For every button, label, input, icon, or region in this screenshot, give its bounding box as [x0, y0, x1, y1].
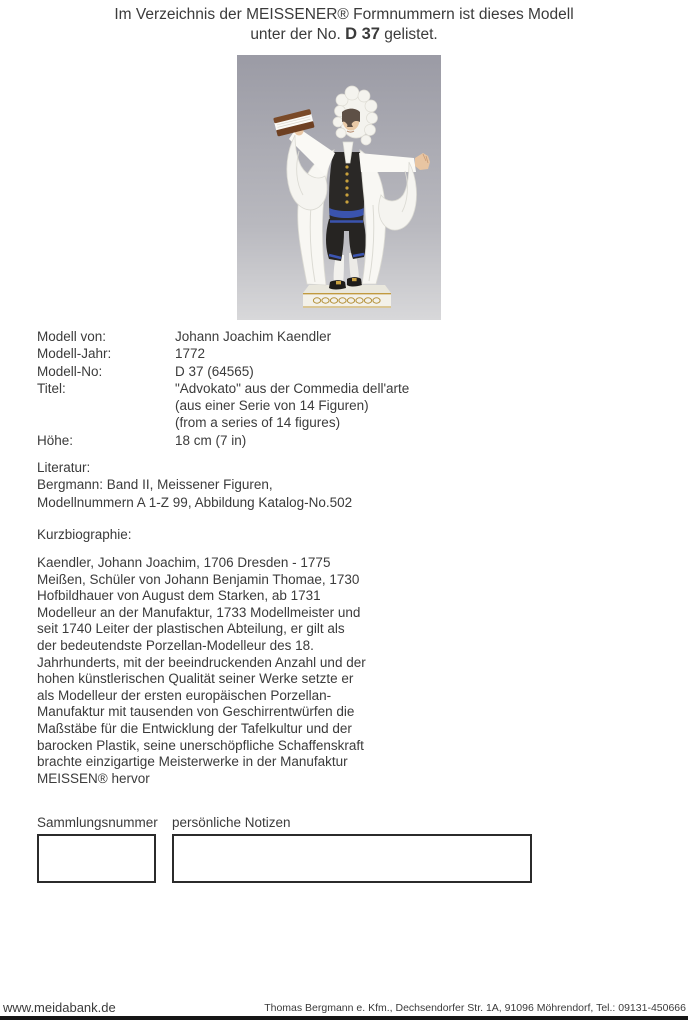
detail-value: Johann Joachim Kaendler	[175, 329, 332, 344]
details-table	[37, 328, 409, 449]
detail-label: Modell-Jahr:	[37, 346, 112, 362]
header-text	[0, 5, 688, 44]
collection-notes-box[interactable]	[172, 834, 532, 883]
literature-line: Modellnummern A 1-Z 99, Abbildung Katalog-No.502	[37, 494, 353, 510]
collection-notes-label: persönliche Notizen	[172, 815, 291, 830]
collection-number-label: Sammlungsnummer	[37, 815, 158, 830]
header-line2-suffix: gelistet.	[384, 25, 438, 43]
detail-label: Höhe:	[37, 432, 74, 448]
detail-row-hoehe	[37, 432, 409, 449]
detail-label: Modell von:	[37, 329, 107, 344]
detail-row-model-jahr	[37, 345, 409, 362]
figurine-image	[237, 55, 441, 320]
detail-value	[175, 380, 409, 432]
literature-heading: Literatur:	[37, 460, 91, 475]
model-number-highlight: D 37	[345, 24, 380, 43]
detail-label: Titel:	[37, 380, 66, 396]
header-line2-prefix: unter der No.	[250, 25, 341, 43]
biography-text: Kaendler, Johann Joachim, 1706 Dresden - 1775 Meißen, Schüler von Johann Benjamin Thomae, 1730 Hofbildhauer von August dem Starken, ab 1731 Modelleur an der Manufaktur, 1733 Modellmeister und seit 1740 Leiter der plastischen Abteilung, er gilt als der bedeutendste Porzellan-Modelleur des 18. Jahrhunderts, mit der beeindruckenden Anzahl und der hohen künstlerischen Qualität seiner Werke setzte er als Modelleur der ersten europäischen Porzellan-Manufaktur mit tausenden von Geschirrentwürfen die Maßstäbe für die Entwicklung der Tafelkultur und der barocken Plastik, seine unerschöpfliche Schaffenskraft brachte einzigartige Meisterwerke in der Manufaktur MEISSEN® hervor	[37, 555, 366, 786]
detail-value-line: (aus einer Serie von 14 Figuren)	[175, 398, 369, 414]
biography-heading: Kurzbiographie:	[37, 527, 132, 542]
footer-website-link[interactable]: www.meidabank.de	[3, 1000, 116, 1015]
detail-row-model-von	[37, 328, 409, 345]
collection-number-box[interactable]	[37, 834, 156, 883]
detail-value: D 37 (64565)	[175, 363, 254, 379]
literature-line: Bergmann: Band II, Meissener Figuren,	[37, 477, 273, 493]
header-line2	[0, 25, 688, 45]
detail-value-line: (from a series of 14 figures)	[175, 415, 341, 431]
literature-section	[37, 459, 352, 511]
bottom-border-bar	[0, 1016, 688, 1020]
header-line1: Im Verzeichnis der MEISSENER® Formnummern ist dieses Modell	[114, 6, 574, 23]
detail-value: 1772	[175, 346, 206, 362]
detail-row-model-no	[37, 363, 409, 380]
detail-label: Modell-No:	[37, 363, 103, 379]
figurine-photo	[237, 55, 441, 320]
footer-address: Thomas Bergmann e. Kfm., Dechsendorfer Str. 1A, 91096 Möhrendorf, Tel.: 09131-450666	[264, 1002, 686, 1014]
detail-row-titel	[37, 380, 409, 432]
detail-value: 18 cm (7 in)	[175, 432, 247, 448]
detail-value-line: "Advokato" aus der Commedia dell'arte	[175, 380, 410, 396]
